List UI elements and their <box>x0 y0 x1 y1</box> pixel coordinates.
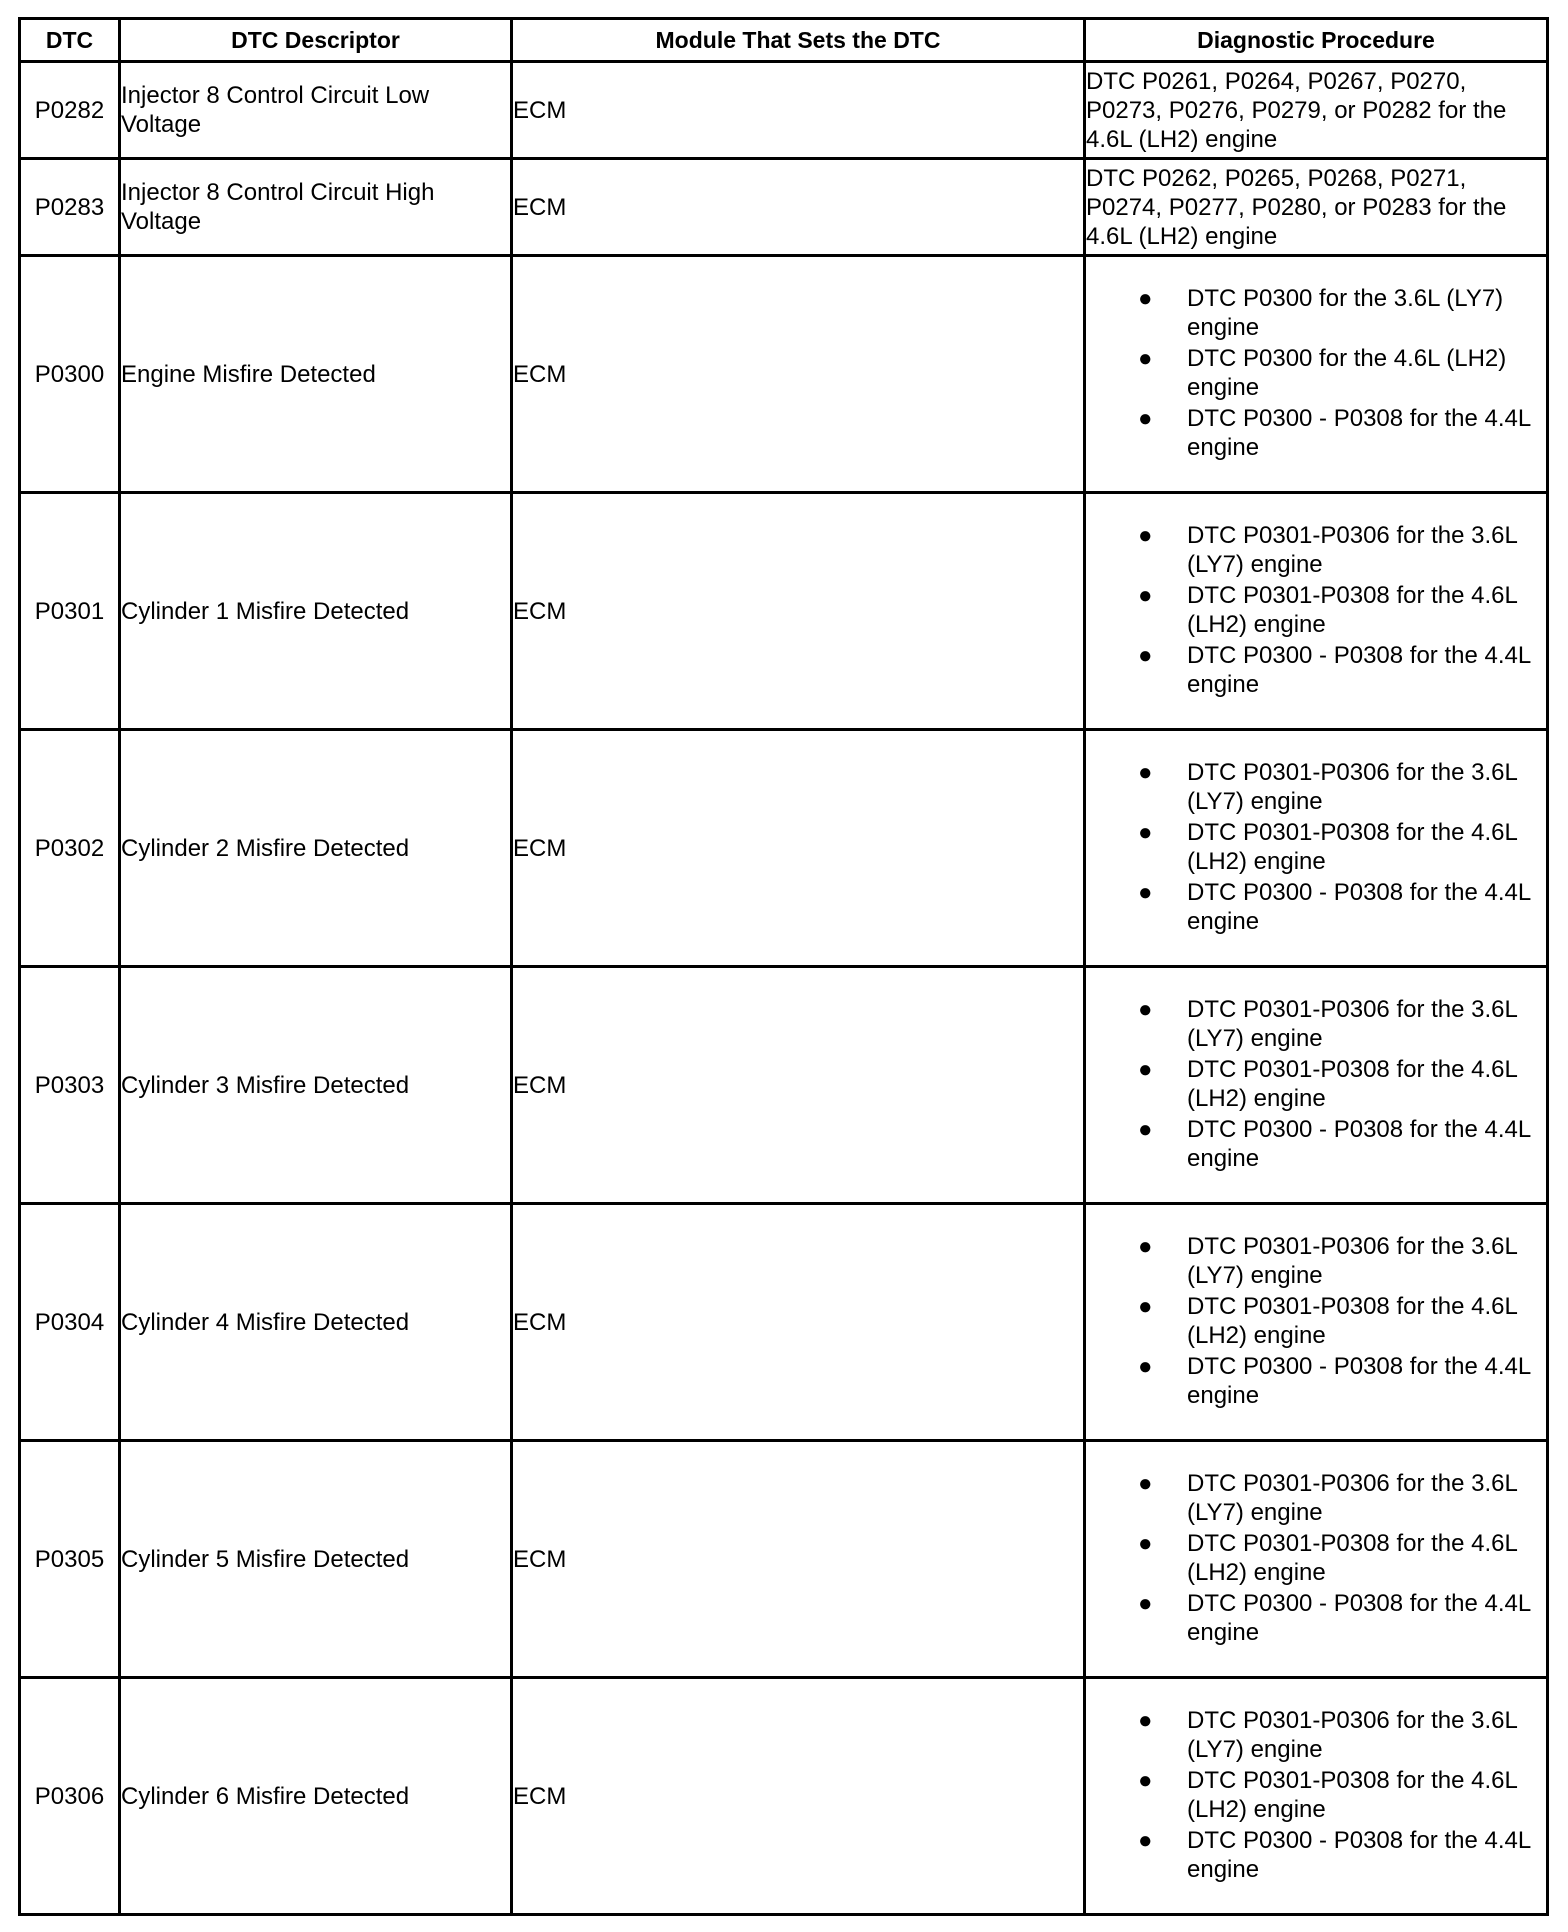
bullet-icon: ● <box>1138 522 1153 549</box>
procedure-item <box>1086 1706 1546 1764</box>
module-name: ECM <box>512 967 1085 1204</box>
diagnostic-procedure <box>1085 256 1548 493</box>
procedure-item <box>1086 581 1546 639</box>
module-name: ECM <box>512 1204 1085 1441</box>
bullet-icon: ● <box>1138 1353 1153 1380</box>
procedure-item <box>1086 404 1546 462</box>
bullet-icon: ● <box>1138 1707 1153 1734</box>
bullet-icon: ● <box>1138 996 1153 1023</box>
bullet-icon: ● <box>1138 1233 1153 1260</box>
table-header <box>20 19 1548 62</box>
dtc-code: P0301 <box>20 493 120 730</box>
diagnostic-procedure <box>1085 967 1548 1204</box>
bullet-icon: ● <box>1138 1530 1153 1557</box>
procedure-item-text: DTC P0300 - P0308 for the 4.4L engine <box>1187 642 1531 698</box>
procedure-item-text: DTC P0301-P0308 for the 4.6L (LH2) engine <box>1187 1530 1517 1586</box>
procedure-item <box>1086 1826 1546 1884</box>
procedure-item <box>1086 521 1546 579</box>
procedure-item <box>1086 1529 1546 1587</box>
table-row <box>20 159 1548 256</box>
procedure-item-text: DTC P0300 - P0308 for the 4.4L engine <box>1187 1353 1531 1409</box>
dtc-descriptor: Cylinder 5 Misfire Detected <box>120 1441 512 1678</box>
procedure-item <box>1086 344 1546 402</box>
procedure-item-text: DTC P0300 - P0308 for the 4.4L engine <box>1187 1827 1531 1883</box>
procedure-item <box>1086 1589 1546 1647</box>
bullet-icon: ● <box>1138 1470 1153 1497</box>
procedure-list <box>1086 284 1546 462</box>
dtc-descriptor: Cylinder 3 Misfire Detected <box>120 967 512 1204</box>
bullet-icon: ● <box>1138 819 1153 846</box>
diagnostic-procedure: DTC P0262, P0265, P0268, P0271, P0274, P0277, P0280, or P0283 for the 4.6L (LH2) engine <box>1085 159 1548 256</box>
procedure-item-text: DTC P0301-P0308 for the 4.6L (LH2) engine <box>1187 1056 1517 1112</box>
bullet-icon: ● <box>1138 759 1153 786</box>
header-row <box>20 19 1548 62</box>
procedure-item <box>1086 1469 1546 1527</box>
table-row <box>20 1678 1548 1915</box>
procedure-item-text: DTC P0301-P0306 for the 3.6L (LY7) engine <box>1187 522 1517 578</box>
bullet-icon: ● <box>1138 1116 1153 1143</box>
module-name: ECM <box>512 493 1085 730</box>
module-name: ECM <box>512 159 1085 256</box>
procedure-item-text: DTC P0301-P0306 for the 3.6L (LY7) engine <box>1187 996 1517 1052</box>
procedure-item-text: DTC P0300 - P0308 for the 4.4L engine <box>1187 405 1531 461</box>
table-row <box>20 256 1548 493</box>
module-name: ECM <box>512 730 1085 967</box>
procedure-list <box>1086 1706 1546 1884</box>
procedure-item-text: DTC P0301-P0308 for the 4.6L (LH2) engine <box>1187 819 1517 875</box>
procedure-item <box>1086 758 1546 816</box>
dtc-table <box>18 17 1549 1916</box>
diagnostic-procedure <box>1085 1678 1548 1915</box>
table-row <box>20 1204 1548 1441</box>
bullet-icon: ● <box>1138 1590 1153 1617</box>
procedure-item-text: DTC P0300 for the 3.6L (LY7) engine <box>1187 285 1504 341</box>
procedure-item <box>1086 1055 1546 1113</box>
procedure-item-text: DTC P0301-P0308 for the 4.6L (LH2) engine <box>1187 1293 1517 1349</box>
dtc-descriptor: Cylinder 6 Misfire Detected <box>120 1678 512 1915</box>
module-name: ECM <box>512 62 1085 159</box>
procedure-item-text: DTC P0301-P0306 for the 3.6L (LY7) engine <box>1187 1470 1517 1526</box>
procedure-item-text: DTC P0300 for the 4.6L (LH2) engine <box>1187 345 1507 401</box>
dtc-code: P0302 <box>20 730 120 967</box>
procedure-list <box>1086 521 1546 699</box>
bullet-icon: ● <box>1138 582 1153 609</box>
procedure-item-text: DTC P0300 - P0308 for the 4.4L engine <box>1187 1116 1531 1172</box>
table-row <box>20 1441 1548 1678</box>
procedure-item <box>1086 1292 1546 1350</box>
procedure-item-text: DTC P0300 - P0308 for the 4.4L engine <box>1187 879 1531 935</box>
dtc-code: P0304 <box>20 1204 120 1441</box>
diagnostic-procedure <box>1085 1204 1548 1441</box>
bullet-icon: ● <box>1138 879 1153 906</box>
procedure-list <box>1086 758 1546 936</box>
bullet-icon: ● <box>1138 642 1153 669</box>
procedure-item-text: DTC P0301-P0306 for the 3.6L (LY7) engine <box>1187 1707 1517 1763</box>
module-name: ECM <box>512 1678 1085 1915</box>
header-descriptor: DTC Descriptor <box>120 19 512 62</box>
procedure-item <box>1086 818 1546 876</box>
dtc-code: P0306 <box>20 1678 120 1915</box>
dtc-code: P0282 <box>20 62 120 159</box>
table-row <box>20 62 1548 159</box>
bullet-icon: ● <box>1138 405 1153 432</box>
dtc-code: P0283 <box>20 159 120 256</box>
bullet-icon: ● <box>1138 285 1153 312</box>
procedure-item-text: DTC P0300 - P0308 for the 4.4L engine <box>1187 1590 1531 1646</box>
procedure-item-text: DTC P0301-P0306 for the 3.6L (LY7) engine <box>1187 1233 1517 1289</box>
procedure-list <box>1086 1232 1546 1410</box>
dtc-descriptor: Injector 8 Control Circuit Low Voltage <box>120 62 512 159</box>
procedure-item <box>1086 641 1546 699</box>
procedure-item-text: DTC P0301-P0308 for the 4.6L (LH2) engine <box>1187 1767 1517 1823</box>
dtc-descriptor: Cylinder 2 Misfire Detected <box>120 730 512 967</box>
diagnostic-procedure <box>1085 730 1548 967</box>
header-dtc: DTC <box>20 19 120 62</box>
procedure-list <box>1086 995 1546 1173</box>
table-row <box>20 493 1548 730</box>
diagnostic-procedure: DTC P0261, P0264, P0267, P0270, P0273, P0276, P0279, or P0282 for the 4.6L (LH2) engine <box>1085 62 1548 159</box>
table-body <box>20 62 1548 1915</box>
diagnostic-procedure <box>1085 1441 1548 1678</box>
procedure-item <box>1086 1352 1546 1410</box>
table-row <box>20 730 1548 967</box>
module-name: ECM <box>512 256 1085 493</box>
dtc-descriptor: Injector 8 Control Circuit High Voltage <box>120 159 512 256</box>
bullet-icon: ● <box>1138 1827 1153 1854</box>
bullet-icon: ● <box>1138 1293 1153 1320</box>
procedure-item-text: DTC P0301-P0306 for the 3.6L (LY7) engine <box>1187 759 1517 815</box>
procedure-list <box>1086 1469 1546 1647</box>
header-procedure: Diagnostic Procedure <box>1085 19 1548 62</box>
dtc-descriptor: Cylinder 1 Misfire Detected <box>120 493 512 730</box>
procedure-item <box>1086 284 1546 342</box>
dtc-code: P0305 <box>20 1441 120 1678</box>
header-module: Module That Sets the DTC <box>512 19 1085 62</box>
dtc-code: P0300 <box>20 256 120 493</box>
procedure-item <box>1086 1766 1546 1824</box>
bullet-icon: ● <box>1138 1056 1153 1083</box>
procedure-item <box>1086 1115 1546 1173</box>
procedure-item <box>1086 878 1546 936</box>
procedure-item <box>1086 995 1546 1053</box>
bullet-icon: ● <box>1138 345 1153 372</box>
dtc-code: P0303 <box>20 967 120 1204</box>
table-row <box>20 967 1548 1204</box>
procedure-item <box>1086 1232 1546 1290</box>
module-name: ECM <box>512 1441 1085 1678</box>
dtc-descriptor: Engine Misfire Detected <box>120 256 512 493</box>
procedure-item-text: DTC P0301-P0308 for the 4.6L (LH2) engine <box>1187 582 1517 638</box>
dtc-descriptor: Cylinder 4 Misfire Detected <box>120 1204 512 1441</box>
bullet-icon: ● <box>1138 1767 1153 1794</box>
diagnostic-procedure <box>1085 493 1548 730</box>
